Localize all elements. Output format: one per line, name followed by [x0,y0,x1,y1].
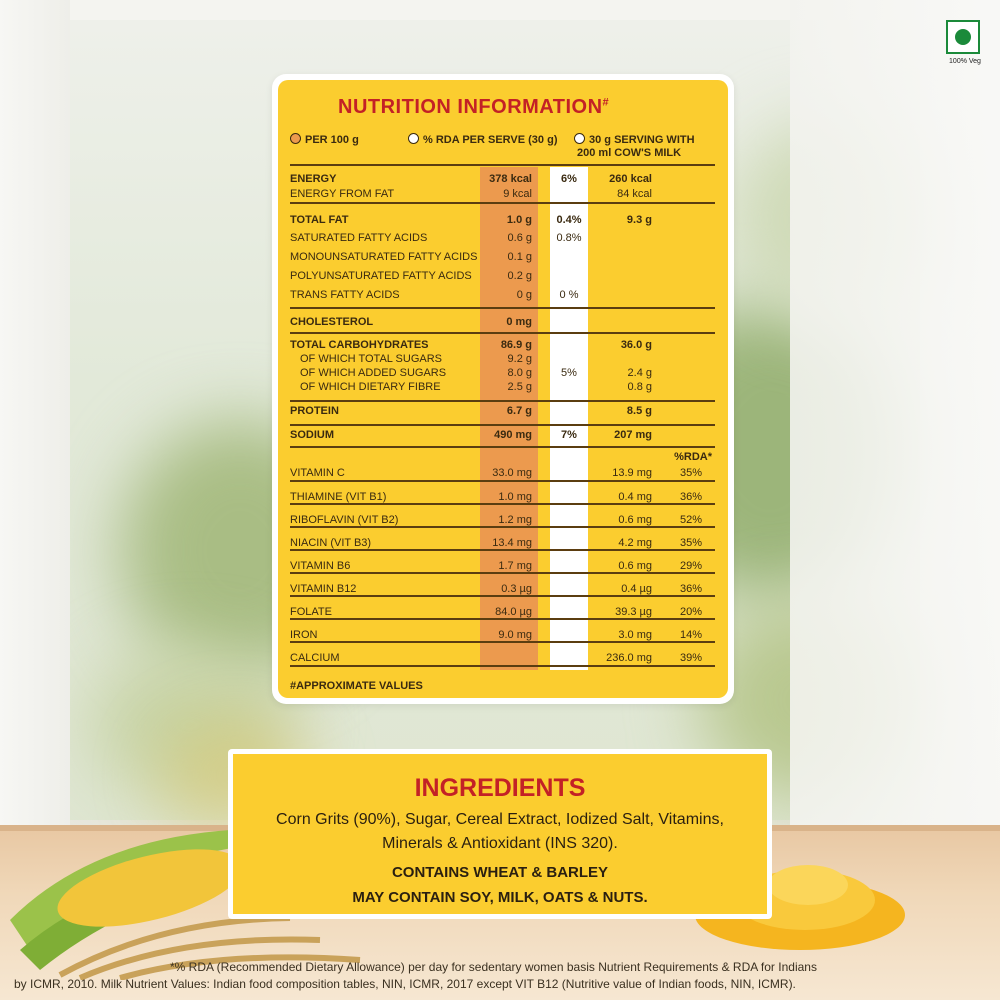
nutrient-milk-rda: 35% [679,467,702,479]
nutrient-milk: 9.3 g [626,214,652,226]
divider [290,164,715,166]
legend-rda [408,133,557,146]
row-divider [290,424,715,426]
nutrient-per100: 9.2 g [507,353,532,365]
legend-milk [574,133,695,160]
nutrient-per100: 86.9 g [500,339,532,351]
wall-left [0,0,70,830]
nutrient-per100: 1.7 mg [498,560,532,572]
nutrient-label: TOTAL FAT [290,214,349,226]
nutrient-milk: 0.4 µg [621,583,652,595]
nutrient-label: NIACIN (VIT B3) [290,537,372,549]
nutrient-per100: 1.0 g [506,214,532,226]
legend-per100-label: PER 100 g [305,134,359,146]
nutrient-rda: 0.4% [556,214,582,226]
nutrient-milk-rda: 36% [679,583,702,595]
nutrient-label: CHOLESTEROL [290,316,374,328]
row-divider [290,503,715,505]
nutrition-title [338,96,678,119]
nutrient-label: TRANS FATTY ACIDS [290,289,400,301]
nutrient-milk: 36.0 g [620,339,652,351]
legend-per100 [290,133,359,146]
veg-mark-icon [946,20,980,54]
nutrition-title-mark: # [602,96,610,109]
legend-swatch [290,133,301,144]
nutrient-per100: 0 mg [506,316,532,328]
row-divider [290,446,715,448]
nutrient-milk: 8.5 g [626,405,652,417]
nutrient-milk: 13.9 mg [612,467,652,479]
nutrient-milk: 0.6 mg [618,560,652,572]
nutrient-milk: 236.0 mg [606,652,652,664]
footnote-line-2: by ICMR, 2010. Milk Nutrient Values: Indian food composition tables, NIN, ICMR, 2017 except VIT B12 (Nutritive value of Indian foods, NIN, ICMR). [14,977,796,991]
row-divider [290,665,715,667]
nutrient-label: FOLATE [290,606,332,618]
row-divider [290,202,715,204]
nutrient-milk-rda: 29% [679,560,702,572]
nutrient-rda: 7% [561,429,577,441]
kernel-pile [768,865,848,905]
nutrient-label: MONOUNSATURATED FATTY ACIDS [290,251,478,263]
nutrient-per100: 84.0 µg [495,606,532,618]
ingredients-panel [233,754,767,914]
nutrient-milk-rda: 20% [679,606,702,618]
legend-swatch [574,133,585,144]
row-divider [290,480,715,482]
row-divider [290,595,715,597]
nutrient-label: TOTAL CARBOHYDRATES [290,339,429,351]
nutrient-milk: 84 kcal [617,188,652,200]
nutrient-milk: 207 mg [614,429,652,441]
nutrient-per100: 0.3 µg [501,583,532,595]
nutrient-rda: 0.8% [556,232,582,244]
nutrient-rda: 0 % [559,289,579,301]
nutrient-label: OF WHICH DIETARY FIBRE [300,381,441,393]
nutrient-label: VITAMIN B12 [290,583,357,595]
legend-rda-label: % RDA PER SERVE (30 g) [423,134,558,146]
rda-column-header: %RDA* [674,451,712,463]
nutrient-per100: 13.4 mg [492,537,532,549]
row-divider [290,618,715,620]
row-divider [290,307,715,309]
nutrient-per100: 6.7 g [506,405,532,417]
nutrient-label: ENERGY FROM FAT [290,188,395,200]
nutrient-label: SODIUM [290,429,334,441]
nutrient-milk: 0.6 mg [618,514,652,526]
nutrient-label: OF WHICH TOTAL SUGARS [300,353,442,365]
nutrient-milk: 2.4 g [627,367,652,379]
row-divider [290,572,715,574]
footnote-line-1: *% RDA (Recommended Dietary Allowance) per day for sedentary women basis Nutrient Requirements & RDA for Indians [170,960,817,974]
veg-dot [955,29,971,45]
nutrition-title-text: NUTRITION INFORMATION [338,96,603,118]
nutrient-per100: 0.6 g [507,232,532,244]
legend-swatch [408,133,419,144]
legend-milk-label-1: 30 g SERVING WITH [589,134,695,146]
nutrient-per100: 9 kcal [503,188,532,200]
legend-milk-label-2: 200 ml COW'S MILK [577,147,682,159]
nutrient-label: CALCIUM [290,652,340,664]
nutrient-per100: 0.2 g [507,270,532,282]
nutrient-label: RIBOFLAVIN (VIT B2) [290,514,399,526]
nutrient-per100: 9.0 mg [498,629,532,641]
nutrient-per100: 2.5 g [507,381,532,393]
row-divider [290,332,715,334]
nutrient-label: ENERGY [290,173,337,185]
nutrient-label: SATURATED FATTY ACIDS [290,232,428,244]
nutrient-label: VITAMIN B6 [290,560,351,572]
row-divider [290,400,715,402]
nutrient-rda: 6% [561,173,577,185]
wall-right [790,0,1000,830]
nutrition-panel [278,80,728,698]
row-divider [290,641,715,643]
ingredients-text: Corn Grits (90%), Sugar, Cereal Extract, Iodized Salt, Vitamins, Minerals & Antioxidant (INS 320). [276,811,724,852]
nutrition-card [272,74,734,704]
nutrient-label: PROTEIN [290,405,339,417]
row-divider [290,526,715,528]
row-divider [290,549,715,551]
approx-note: #APPROXIMATE VALUES [290,680,423,692]
nutrient-label: VITAMIN C [290,467,345,479]
nutrient-per100: 1.0 mg [498,491,532,503]
nutrient-milk: 0.8 g [627,381,652,393]
nutrient-label: IRON [290,629,318,641]
nutrient-milk: 4.2 mg [618,537,652,549]
nutrient-per100: 33.0 mg [492,467,532,479]
nutrient-label: OF WHICH ADDED SUGARS [300,367,447,379]
nutrient-per100: 8.0 g [507,367,532,379]
nutrient-milk: 39.3 µg [615,606,652,618]
nutrient-rda: 5% [561,367,577,379]
nutrient-label: THIAMINE (VIT B1) [290,491,387,503]
nutrient-milk-rda: 36% [679,491,702,503]
nutrient-milk: 0.4 mg [618,491,652,503]
nutrient-label: POLYUNSATURATED FATTY ACIDS [290,270,472,282]
nutrient-milk-rda: 52% [679,514,702,526]
nutrient-per100: 1.2 mg [498,514,532,526]
nutrient-per100: 0.1 g [507,251,532,263]
nutrient-milk: 3.0 mg [618,629,652,641]
nutrient-per100: 490 mg [494,429,532,441]
nutrient-per100: 0 g [516,289,532,301]
ingredients-card [228,749,772,919]
allergen-may-contain: MAY CONTAIN SOY, MILK, OATS & NUTS. [352,889,648,906]
allergen-contains: CONTAINS WHEAT & BARLEY [391,864,609,881]
nutrient-milk-rda: 39% [679,652,702,664]
ingredients-title: INGREDIENTS [414,774,586,802]
nutrient-milk: 260 kcal [609,173,652,185]
nutrient-per100: 378 kcal [489,173,532,185]
nutrient-milk-rda: 35% [679,537,702,549]
veg-label: 100% Veg [949,58,981,65]
nutrient-milk-rda: 14% [679,629,702,641]
